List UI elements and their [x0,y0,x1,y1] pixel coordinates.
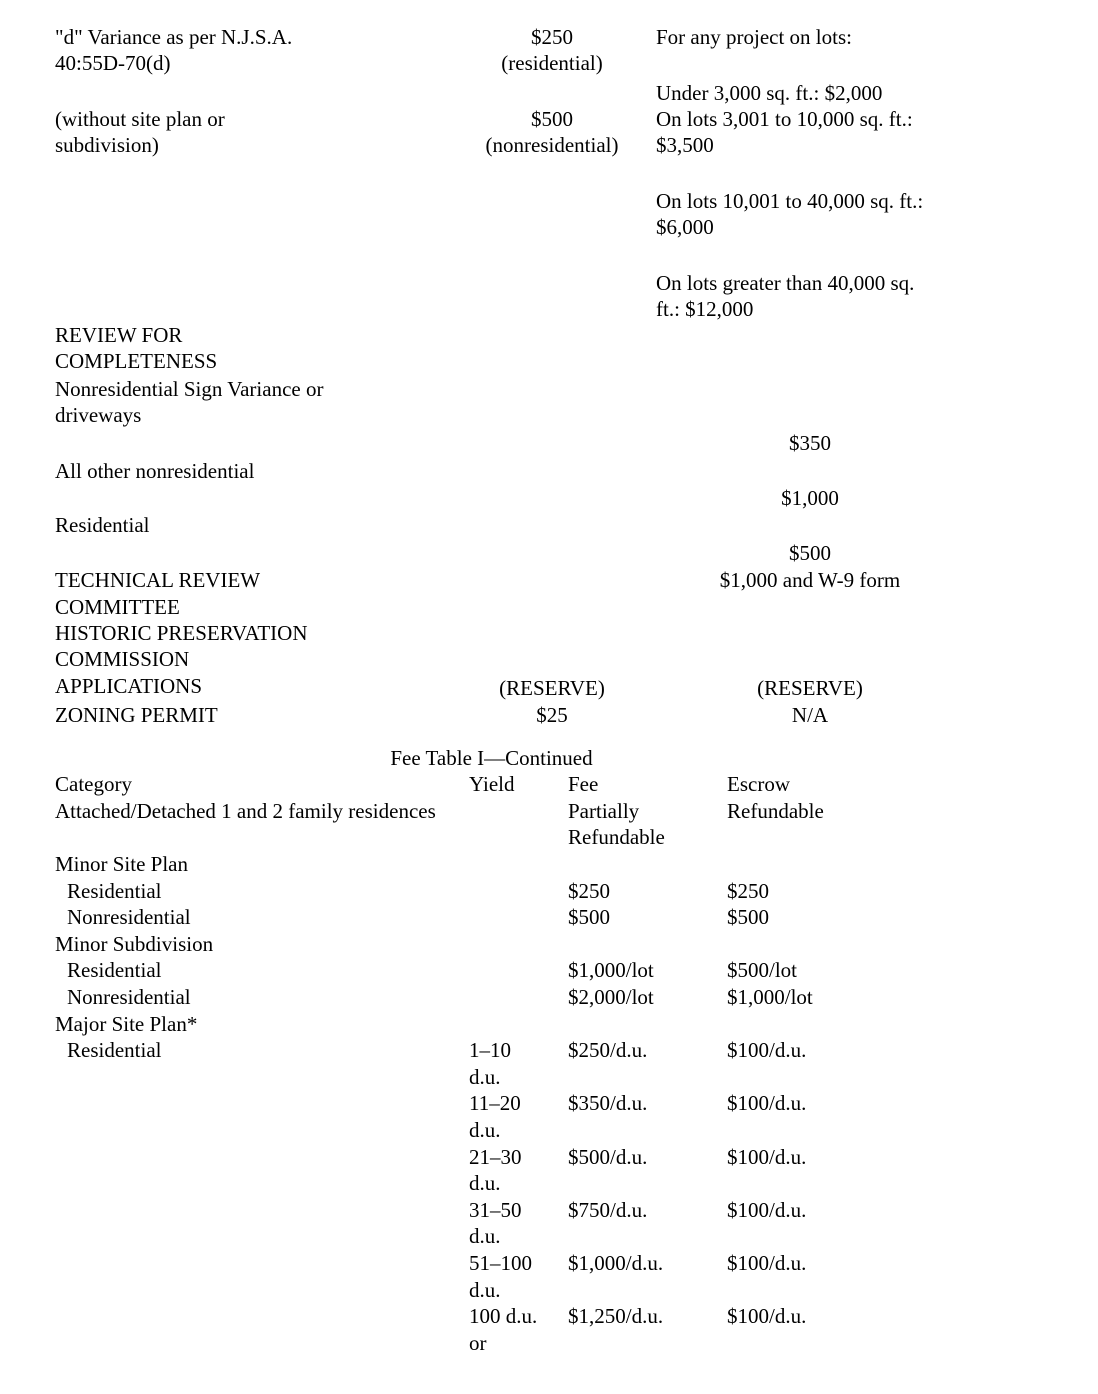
historic-escrow: (RESERVE) [757,676,863,700]
row-yield: 31–50 [469,1197,522,1222]
escrow-tier-3-line1: On lots 10,001 to 40,000 sq. ft.: [656,189,924,213]
historic-fee: (RESERVE) [499,676,605,700]
row-fee: $250/d.u. [568,1038,648,1063]
header-yield: Yield [469,772,515,796]
row-category: Minor Site Plan [55,852,189,876]
row-escrow: $100/d.u. [727,1144,807,1169]
subheader-fee-line1: Partially [568,799,640,823]
row-fee: $1,000/lot [568,958,654,983]
row-category: Residential [67,878,162,903]
zoning-escrow: N/A [791,703,829,727]
technical-review-label-line2: COMMITTEE [55,595,180,619]
escrow-tier-1: Under 3,000 sq. ft.: $2,000 [656,81,883,105]
row-yield: d.u. [469,1171,501,1196]
completeness-item-res-escrow: $500 [789,541,831,565]
d-variance-escrow-intro: For any project on lots: [656,25,852,49]
row-yield: or [469,1330,487,1355]
row-yield: 1–10 [469,1038,511,1063]
row-category: Minor Subdivision [55,931,214,956]
row-yield: 21–30 [469,1144,522,1169]
escrow-tier-2-line1: On lots 3,001 to 10,000 sq. ft.: [656,107,913,131]
row-fee: $250 [568,878,610,903]
row-escrow: $500 [727,905,769,930]
escrow-tier-4-line1: On lots greater than 40,000 sq. [656,271,915,295]
row-yield: 100 d.u. [469,1304,538,1329]
row-yield: d.u. [469,1064,501,1089]
row-category: Residential [67,1038,162,1063]
completeness-item-nonres-escrow: $1,000 [781,486,839,510]
completeness-item-nonres: All other nonresidential [55,459,255,483]
row-escrow: $500/lot [727,958,798,983]
escrow-tier-3-line2: $6,000 [656,215,714,239]
row-escrow: $100/d.u. [727,1197,807,1222]
completeness-item-sign-escrow: $350 [789,431,831,455]
row-escrow: $100/d.u. [727,1091,807,1116]
row-yield: d.u. [469,1118,501,1142]
completeness-item-sign-line2: driveways [55,403,142,427]
d-variance-fee-nonresidential-label: (nonresidential) [485,133,619,157]
subheader-escrow: Refundable [727,799,824,823]
row-yield: d.u. [469,1224,501,1249]
table-caption: Fee Table I—Continued [390,746,593,770]
row-category: Major Site Plan* [55,1011,198,1036]
row-fee: $750/d.u. [568,1197,648,1222]
escrow-tier-4-line2: ft.: $12,000 [656,297,754,321]
d-variance-fee-residential: $250 [531,25,573,49]
historic-label-line2: COMMISSION [55,647,190,671]
technical-review-label-line1: TECHNICAL REVIEW [55,568,261,592]
completeness-heading-line2: COMPLETENESS [55,349,218,373]
row-fee: $2,000/lot [568,985,654,1009]
header-escrow: Escrow [727,772,790,796]
header-fee: Fee [568,772,599,796]
row-escrow: $250 [727,878,769,903]
row-fee: $1,000/d.u. [568,1251,664,1275]
header-category: Category [55,772,132,796]
technical-review-escrow: $1,000 and W-9 form [719,568,901,592]
row-escrow: $1,000/lot [727,985,813,1009]
d-variance-label-line1: "d" Variance as per N.J.S.A. [55,25,293,49]
d-variance-note-line2: subdivision) [55,133,159,157]
row-category: Nonresidential [67,985,191,1009]
subheader-category: Attached/Detached 1 and 2 family residences [55,799,436,823]
row-escrow: $100/d.u. [727,1038,807,1063]
row-fee: $350/d.u. [568,1091,648,1116]
completeness-item-res: Residential [55,513,150,537]
row-escrow: $100/d.u. [727,1304,807,1329]
completeness-item-sign-line1: Nonresidential Sign Variance or [55,377,324,401]
row-yield: 51–100 [469,1251,532,1275]
escrow-tier-2-line2: $3,500 [656,133,714,157]
row-escrow: $100/d.u. [727,1251,807,1275]
d-variance-label-line2: 40:55D-70(d) [55,51,171,75]
zoning-fee: $25 [536,703,568,727]
row-fee: $1,250/d.u. [568,1304,664,1329]
row-fee: $500/d.u. [568,1144,648,1169]
row-fee: $500 [568,905,610,930]
completeness-heading-line1: REVIEW FOR [55,323,183,347]
d-variance-fee-nonresidential: $500 [531,107,573,131]
subheader-fee-line2: Refundable [568,825,665,849]
historic-label-line1: HISTORIC PRESERVATION [55,621,308,645]
row-category: Residential [67,958,162,983]
d-variance-note-line1: (without site plan or [55,107,225,131]
zoning-label: ZONING PERMIT [55,703,218,727]
historic-label-line3: APPLICATIONS [55,674,203,698]
row-yield: d.u. [469,1277,501,1302]
row-yield: 11–20 [469,1091,521,1116]
d-variance-fee-residential-label: (residential) [501,51,603,75]
row-category: Nonresidential [67,905,191,930]
